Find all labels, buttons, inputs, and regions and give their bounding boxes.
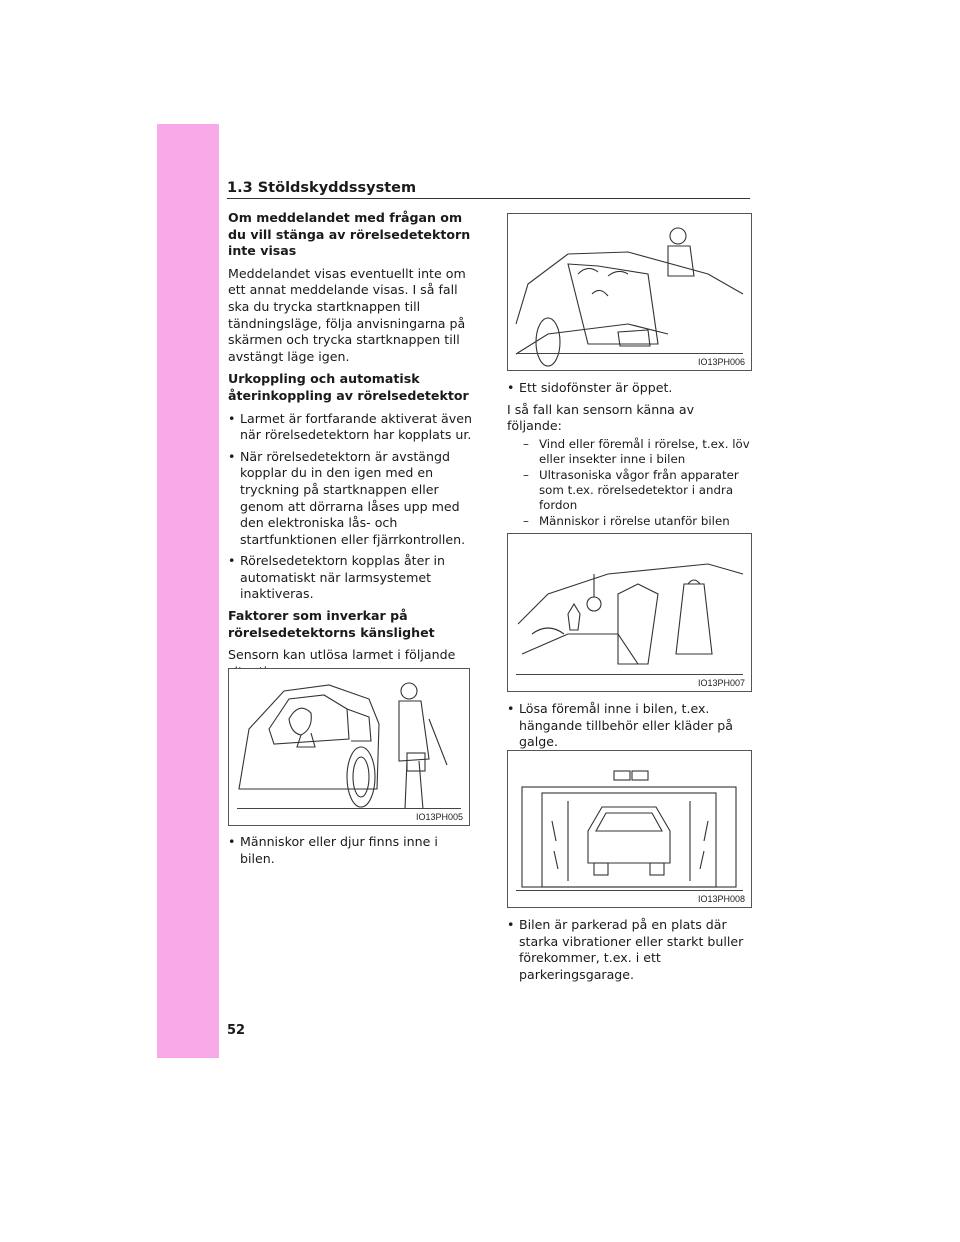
dash-text: Vind eller föremål i rörelse, t.ex. löv eller insekter inne i bilen [539, 436, 750, 467]
dash-mark: – [523, 467, 529, 482]
illustration-open-side-window [508, 214, 751, 370]
bullet-side-window: • Ett sidofönster är öppet. [507, 380, 752, 397]
figure-code: IO13PH008 [697, 894, 745, 904]
figure-code: IO13PH006 [697, 357, 745, 367]
dash-mark: – [523, 513, 529, 528]
figure-rule [237, 808, 461, 809]
dash-mark: – [523, 436, 529, 451]
dash-text: Ultrasoniska vågor från apparater som t.ex. rörelsedetektor i andra fordon [539, 467, 739, 513]
paragraph-sensor-detect: I så fall kan sensorn känna av följande: [507, 401, 695, 434]
figure-code: IO13PH005 [415, 812, 463, 822]
right-column [507, 380, 752, 529]
illustration-hanging-items [508, 534, 751, 691]
figure-rule [516, 674, 743, 675]
figure-parking-garage [507, 750, 752, 908]
heading-disable-reenable: Urkoppling och automatisk återinkoppling av rörelsedetektor [228, 371, 469, 403]
heading-sensitivity-factors: Faktorer som inverkar på rörelsedetektorns känslighet [228, 608, 435, 640]
illustration-garage-car [508, 751, 751, 907]
bullet-reactivate: • När rörelsedetektorn är avstängd kopplar du in den igen med en tryckning på startknappen eller genom att dörrarna låses upp med den elektroniska lås- och startfunktionen eller fjärrkontrollen. [228, 449, 473, 549]
left-column [228, 210, 473, 686]
figure-people-animals [228, 668, 470, 826]
right-caption-block-2 [507, 701, 752, 756]
section-rule [227, 198, 750, 199]
chapter-side-band [157, 124, 219, 1058]
bullet-auto-reactivate: • Rörelsedetektorn kopplas åter in automatiskt när larmsystemet inaktiveras. [228, 553, 473, 603]
paragraph-sensor-situations: Sensorn kan utlösa larmet i följande [228, 647, 456, 663]
figure-open-window [507, 213, 752, 371]
bullet-loose-items: • Lösa föremål inne i bilen, t.ex. hängande tillbehör eller kläder på galge. [507, 701, 752, 751]
bullet-people-animals: • Människor eller djur finns inne i bilen. [228, 834, 473, 867]
illustration-car-dog-person [229, 669, 469, 825]
figure-code: IO13PH007 [697, 678, 745, 688]
dash-wind [507, 437, 752, 468]
paragraph-message-not-shown: Meddelandet visas eventuellt inte om ett annat meddelande visas. I så fall ska du trycka startknappen till tändningsläge, följa anvisningarna på skärmen och trycka startknappen till avstängt läge igen. [228, 265, 466, 364]
bullet-parking-garage: • Bilen är parkerad på en plats där starka vibrationer eller starkt buller förekommer, t.ex. i ett parkeringsgarage. [507, 917, 752, 983]
heading-message-not-shown: Om meddelandet med frågan om du vill stänga av rörelsedetektorn inte visas [228, 210, 471, 259]
right-caption-block-3 [507, 917, 752, 988]
left-caption-block [228, 834, 473, 872]
dash-text: Människor i rörelse utanför bilen [539, 513, 730, 528]
figure-rule [516, 353, 743, 354]
figure-loose-items [507, 533, 752, 692]
page-number: 52 [227, 1023, 246, 1038]
dash-ultrasonic [507, 468, 752, 514]
bullet-alarm-active: • Larmet är fortfarande aktiverat även när rörelsedetektorn har kopplats ur. [228, 411, 473, 444]
dash-people-outside [507, 514, 752, 529]
figure-rule [516, 890, 743, 891]
section-title: 1.3 Stöldskyddssystem [227, 180, 417, 196]
